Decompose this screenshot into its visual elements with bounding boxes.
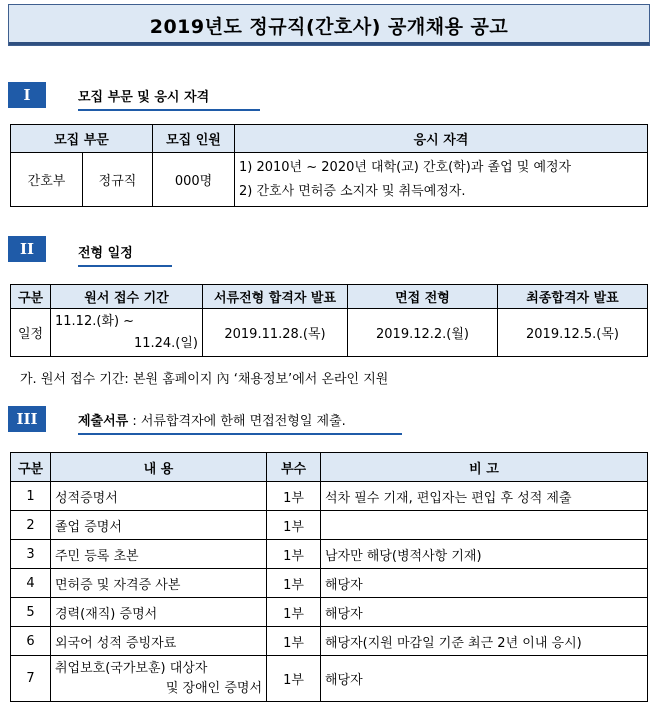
row-content: 성적증명서 <box>51 482 267 511</box>
section3-title-text: 제출서류 <box>78 414 129 429</box>
header-content: 내 용 <box>51 453 267 482</box>
section3-number-badge: III <box>8 406 46 432</box>
row-remark: 해당자 <box>321 656 648 702</box>
period-end: 11.24.(일) <box>133 335 198 351</box>
application-note: 가. 원서 접수 기간: 본원 홈페이지 內 ‘채용정보’에서 온라인 지원 <box>20 372 389 387</box>
row-copies: 1부 <box>267 656 321 702</box>
row-no: 7 <box>11 656 51 702</box>
header-dept: 모집 부문 <box>11 125 153 153</box>
section1-title: 모집 부문 및 응시 자격 <box>78 86 260 111</box>
header-copies: 부수 <box>267 453 321 482</box>
header-application-period: 원서 접수 기간 <box>51 285 203 309</box>
qualification-cell <box>235 153 648 207</box>
page-title-box <box>8 4 650 46</box>
row-content: 경력(재직) 증명서 <box>51 598 267 627</box>
period-start: 11.12.(화) ~ <box>55 313 135 329</box>
row-copies: 1부 <box>267 511 321 540</box>
section1-number-badge: I <box>8 82 46 108</box>
documents-table <box>10 452 648 702</box>
section3-title <box>78 410 402 435</box>
interview-date: 2019.12.2.(월) <box>348 309 498 357</box>
header-remark: 비 고 <box>321 453 648 482</box>
row-copies: 1부 <box>267 627 321 656</box>
recruit-table <box>10 124 648 207</box>
row-remark: 해당자 <box>321 569 648 598</box>
table-row <box>11 598 648 627</box>
row-copies: 1부 <box>267 540 321 569</box>
table-row <box>11 656 648 702</box>
header-category: 구분 <box>11 285 51 309</box>
row-content-line2: 및 장애인 증명서 <box>165 680 262 696</box>
section3-note: : 서류합격자에 한해 면접전형일 제출. <box>128 414 346 429</box>
table-row <box>11 482 648 511</box>
row-no: 2 <box>11 511 51 540</box>
row-no: 4 <box>11 569 51 598</box>
row-remark: 석차 필수 기재, 편입자는 편입 후 성적 제출 <box>321 482 648 511</box>
table-row <box>11 627 648 656</box>
qualification-1: 1) 2010년 ~ 2020년 대학(교) 간호(학)과 졸업 및 예정자 <box>239 159 572 175</box>
row-content: 주민 등록 초본 <box>51 540 267 569</box>
table-row <box>11 540 648 569</box>
row-no: 1 <box>11 482 51 511</box>
row-remark: 남자만 해당(병적사항 기재) <box>321 540 648 569</box>
row-content <box>51 656 267 702</box>
table-row <box>11 511 648 540</box>
row-remark: 해당자 <box>321 598 648 627</box>
header-final-result: 최종합격자 발표 <box>498 285 648 309</box>
application-period-cell <box>51 309 203 357</box>
qualification-2: 2) 간호사 면허증 소지자 및 취득예정자. <box>239 183 466 199</box>
row-content-line1: 취업보호(국가보훈) 대상자 <box>55 660 208 676</box>
row-copies: 1부 <box>267 569 321 598</box>
count-cell: 000명 <box>153 153 235 207</box>
schedule-table <box>10 284 648 357</box>
header-qualification: 응시 자격 <box>235 125 648 153</box>
table-row <box>11 569 648 598</box>
header-count: 모집 인원 <box>153 125 235 153</box>
row-remark <box>321 511 648 540</box>
section2-title: 전형 일정 <box>78 242 172 267</box>
document-result-date: 2019.11.28.(목) <box>203 309 348 357</box>
row-remark: 해당자(지원 마감일 기준 최근 2년 이내 응시) <box>321 627 648 656</box>
row-content: 외국어 성적 증빙자료 <box>51 627 267 656</box>
header-document-result: 서류전형 합격자 발표 <box>203 285 348 309</box>
dept-cell: 간호부 <box>11 153 83 207</box>
type-cell: 정규직 <box>83 153 153 207</box>
schedule-label: 일정 <box>11 309 51 357</box>
row-content: 졸업 증명서 <box>51 511 267 540</box>
row-copies: 1부 <box>267 598 321 627</box>
row-copies: 1부 <box>267 482 321 511</box>
row-content: 면허증 및 자격증 사본 <box>51 569 267 598</box>
section2-number-badge: II <box>8 236 46 262</box>
page-title: 2019년도 정규직(간호사) 공개채용 공고 <box>149 15 509 38</box>
header-interview: 면접 전형 <box>348 285 498 309</box>
header-no: 구분 <box>11 453 51 482</box>
final-result-date: 2019.12.5.(목) <box>498 309 648 357</box>
row-no: 3 <box>11 540 51 569</box>
row-no: 5 <box>11 598 51 627</box>
row-no: 6 <box>11 627 51 656</box>
